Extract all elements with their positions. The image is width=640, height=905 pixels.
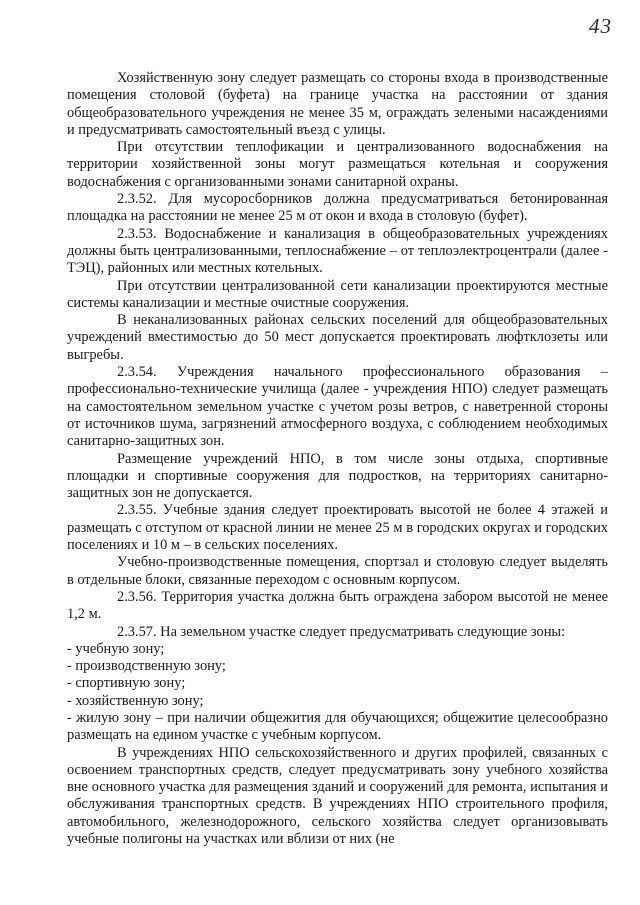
list-item-lead: - жилую зону – при наличии общежития для обучающихся; общежитие xyxy=(67,709,514,726)
paragraph: 2.3.53. Водоснабжение и канализация в общеобразовательных учреждениях должны быть централизованными, теплоснабжение – от теплоэлектроцентрали (далее - ТЭЦ), районных или местных котельных. xyxy=(67,225,608,277)
list-item: - спортивную зону; xyxy=(67,675,186,692)
paragraph: Учебно-производственные помещения, спортзал и столовую следует выделять в отдельные блоки, связанные переходом с основным корпусом. xyxy=(67,554,608,588)
paragraph: При отсутствии теплофикации и централизованного водоснабжения на территории хозяйственной зоны могут размещаться котельная и сооружения водоснабжения с организованными зонами санитарной охраны. xyxy=(67,139,608,190)
paragraph: 2.3.52. Для мусоросборников должна предусматриваться бетонированная площадка на расстоянии не менее 25 м от окон и входа в столовую (буфет). xyxy=(67,191,608,225)
document-body xyxy=(67,70,608,848)
paragraph: В неканализованных районах сельских поселений для общеобразовательных учреждений вместимостью до 50 мест допускается проектировать люфтклозеты или выгребы. xyxy=(67,312,608,363)
paragraph: 2.3.57. На земельном участке следует предусматривать следующие зоны: xyxy=(117,623,566,640)
paragraph: В учреждениях НПО сельскохозяйственного и других профилей, связанных с освоением транспортных средств, следует предусматривать зону учебного хозяйства вне основного участка для размещения зданий и сооружений для ремонта, испытания и обслуживания транспортных средств. В учреждениях НПО строительного профиля, автомобильного, железнодорожного, сельского хозяйства следует организовывать учебные полигоны на участках или вблизи от них (не xyxy=(67,744,608,848)
paragraph: Размещение учреждений НПО, в том числе зоны отдыха, спортивные площадки и спортивные сооружения для подростков, на территориях санитарно-защитных зон не допускается. xyxy=(67,450,608,502)
page-number: 43 xyxy=(589,14,612,38)
list-item-continuation: целесообразно размещать на едином участке с учебным корпусом. xyxy=(67,709,608,744)
list-item: - учебную зону; xyxy=(67,640,165,657)
paragraph: Хозяйственную зону следует размещать со стороны входа в производственные помещения столовой (буфета) на границе участка на расстоянии от здания общеобразовательного учреждения не менее 35 м, ограждать зелеными насаждениями и предусматривать самостоятельный въезд с улицы. xyxy=(67,70,608,138)
paragraph: 2.3.56. Территория участка должна быть ограждена забором высотой не менее 1,2 м. xyxy=(67,588,608,623)
zones-list xyxy=(67,641,608,745)
list-item: - производственную зону; xyxy=(67,658,226,675)
paragraph: 2.3.54. Учреждения начального профессионального образования – профессионально-технические училища (далее - учреждения НПО) следует размещать на самостоятельном земельном участке с учетом розы ветров, с наветренной стороны от источников шума, загрязнений атмосферного воздуха, с соблюдением необходимых санитарно-защитных зон. xyxy=(67,364,608,450)
paragraph: 2.3.55. Учебные здания следует проектировать высотой не более 4 этажей и размещать с отступом от красной линии не менее 25 м в городских округах и городских поселениях и 10 м – в сельских поселениях. xyxy=(67,502,608,554)
paragraph: При отсутствии централизованной сети канализации проектируются местные системы канализации и местные очистные сооружения. xyxy=(67,277,608,311)
list-item xyxy=(67,710,608,745)
list-item: - хозяйственную зону; xyxy=(67,692,204,709)
